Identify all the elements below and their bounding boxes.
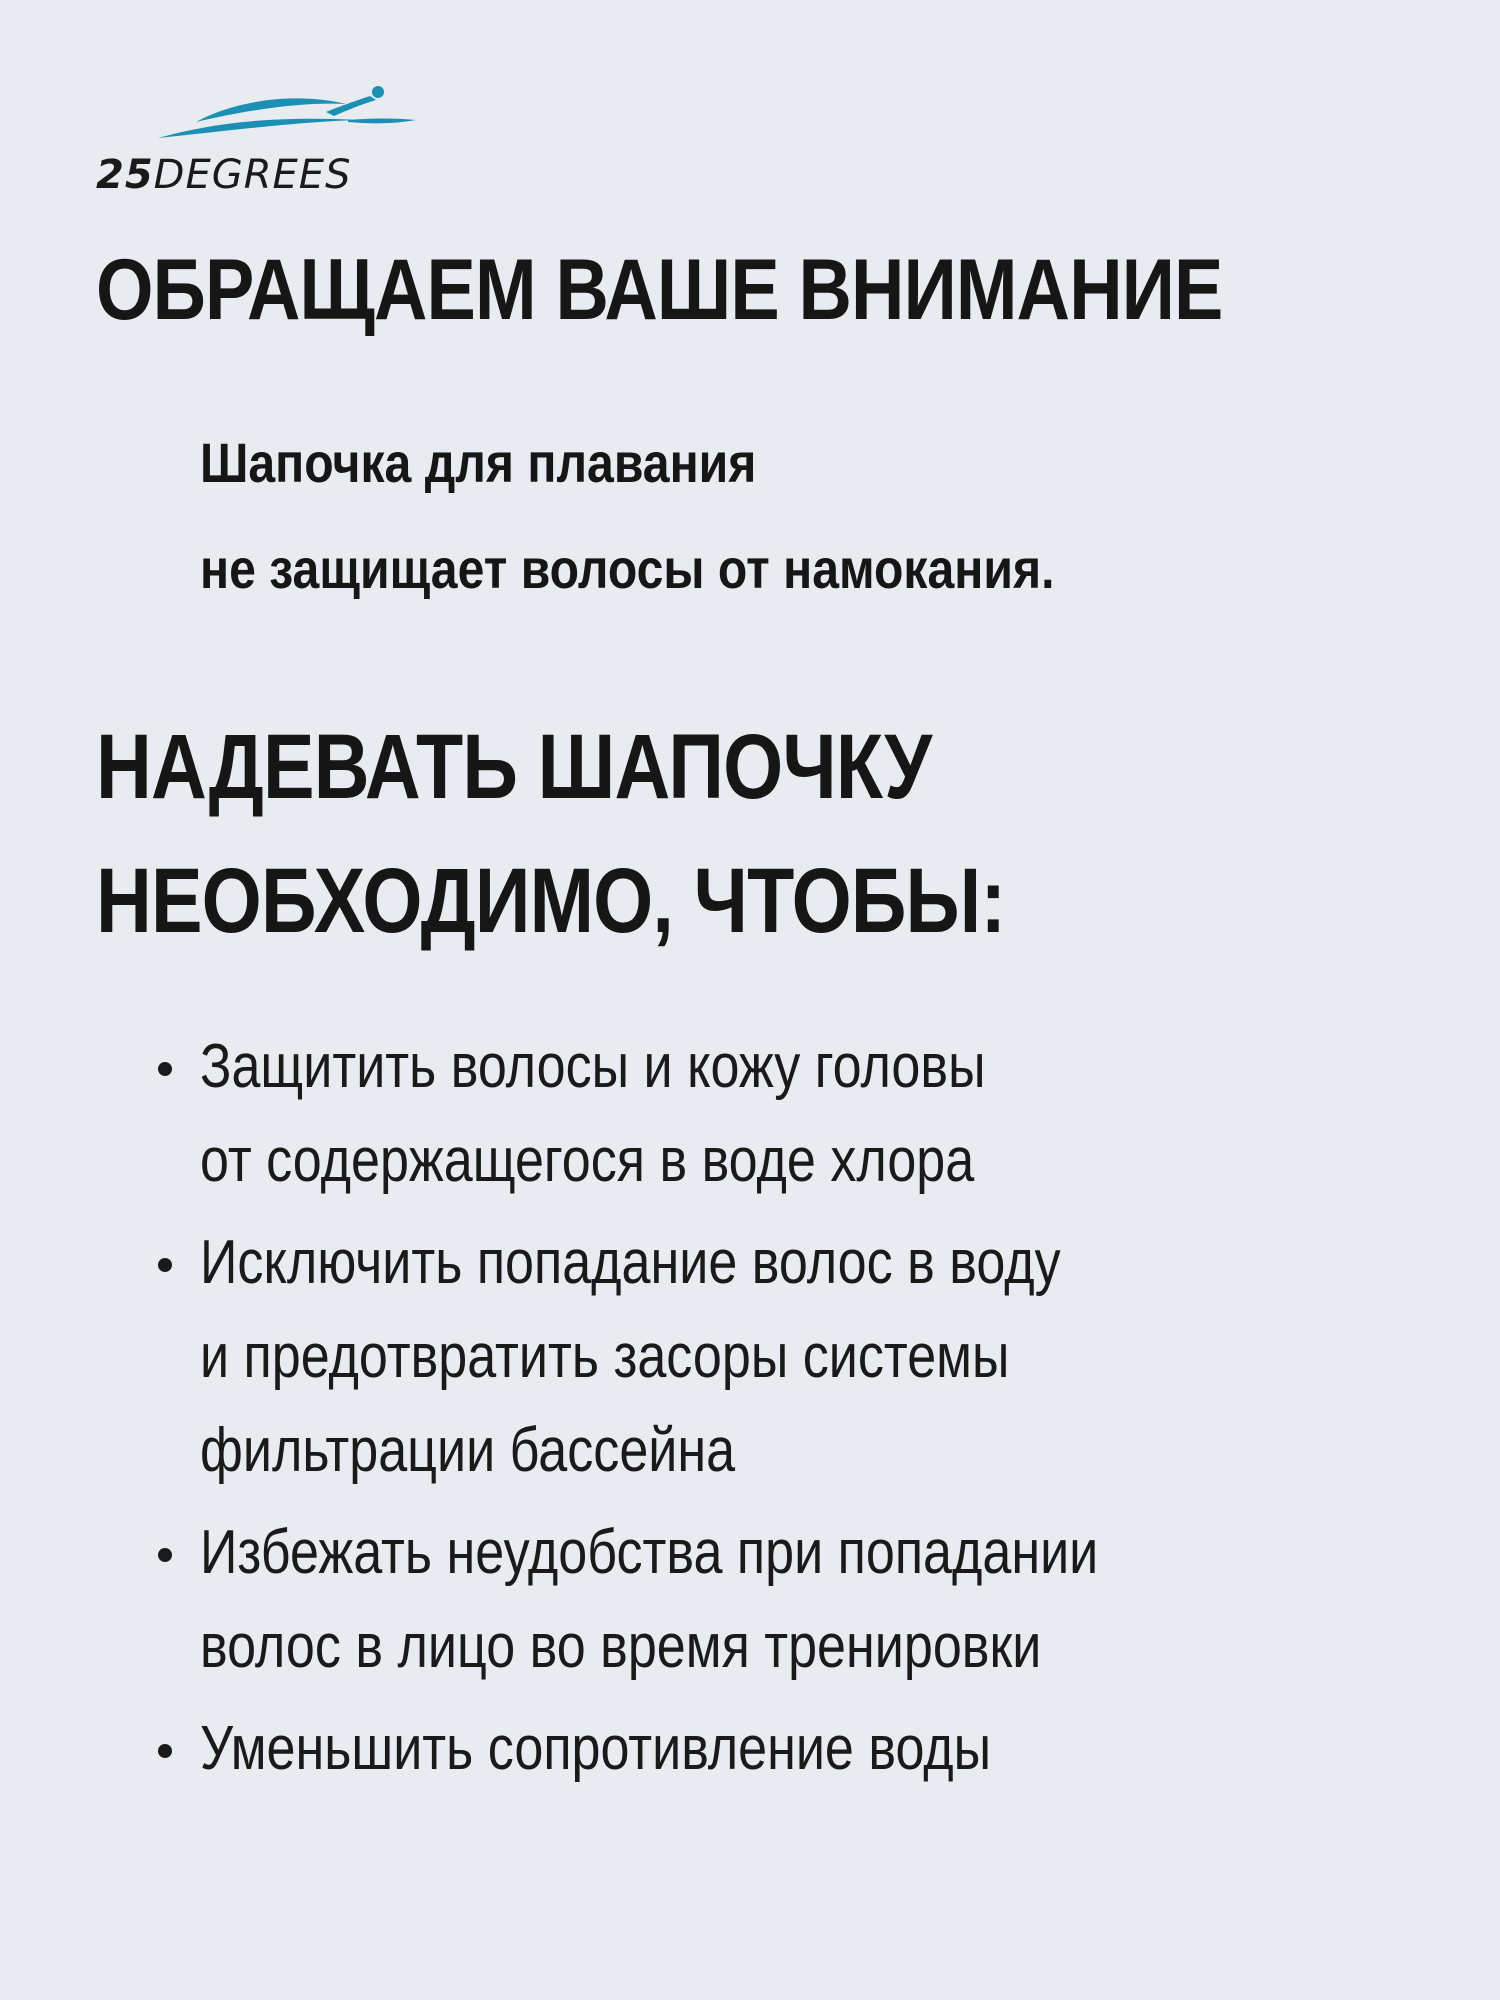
section-heading-line-1: НАДЕВАТЬ ШАПОЧКУ: [96, 716, 932, 818]
list-item-line: от содержащегося в воде хлора: [200, 1126, 975, 1195]
bullet-icon: [158, 1062, 172, 1076]
list-item: [150, 1020, 1269, 1208]
notice-line-2: не защищает волосы от намокания.: [200, 537, 1055, 600]
list-item-line: Защитить волосы и кожу головы: [200, 1032, 986, 1101]
list-item-line: фильтрации бассейна: [200, 1416, 736, 1485]
list-item-text: [200, 1020, 1098, 1208]
bullet-icon: [158, 1258, 172, 1272]
brand-number: 25: [96, 152, 154, 198]
swimmer-icon: [96, 82, 416, 152]
list-item: [150, 1216, 1269, 1498]
list-item-line: Исключить попадание волос в воду: [200, 1228, 1061, 1297]
page-title: ОБРАЩАЕМ ВАШЕ ВНИМАНИЕ: [96, 242, 1223, 338]
section-heading: [96, 700, 1005, 968]
list-item-line: Избежать неудобства при попадании: [200, 1518, 1099, 1587]
list-item-text: [200, 1702, 1098, 1796]
section-heading-line-2: НЕОБХОДИМО, ЧТОБЫ:: [96, 850, 1006, 952]
bullet-icon: [158, 1548, 172, 1562]
list-item: [150, 1506, 1269, 1694]
brand-name: [96, 152, 351, 198]
brand-word: DEGREES: [153, 152, 352, 198]
list-item-line: Уменьшить сопротивление воды: [200, 1714, 992, 1783]
brand-logo: [96, 82, 416, 202]
list-item-line: волос в лицо во время тренировки: [200, 1612, 1042, 1681]
bullet-icon: [158, 1744, 172, 1758]
reasons-list: [150, 1020, 1269, 1804]
notice-line-1: Шапочка для плавания: [200, 431, 757, 494]
list-item-line: и предотвратить засоры системы: [200, 1322, 1010, 1391]
notice-text: [200, 410, 1054, 622]
list-item: [150, 1702, 1269, 1796]
list-item-text: [200, 1506, 1098, 1694]
list-item-text: [200, 1216, 1098, 1498]
